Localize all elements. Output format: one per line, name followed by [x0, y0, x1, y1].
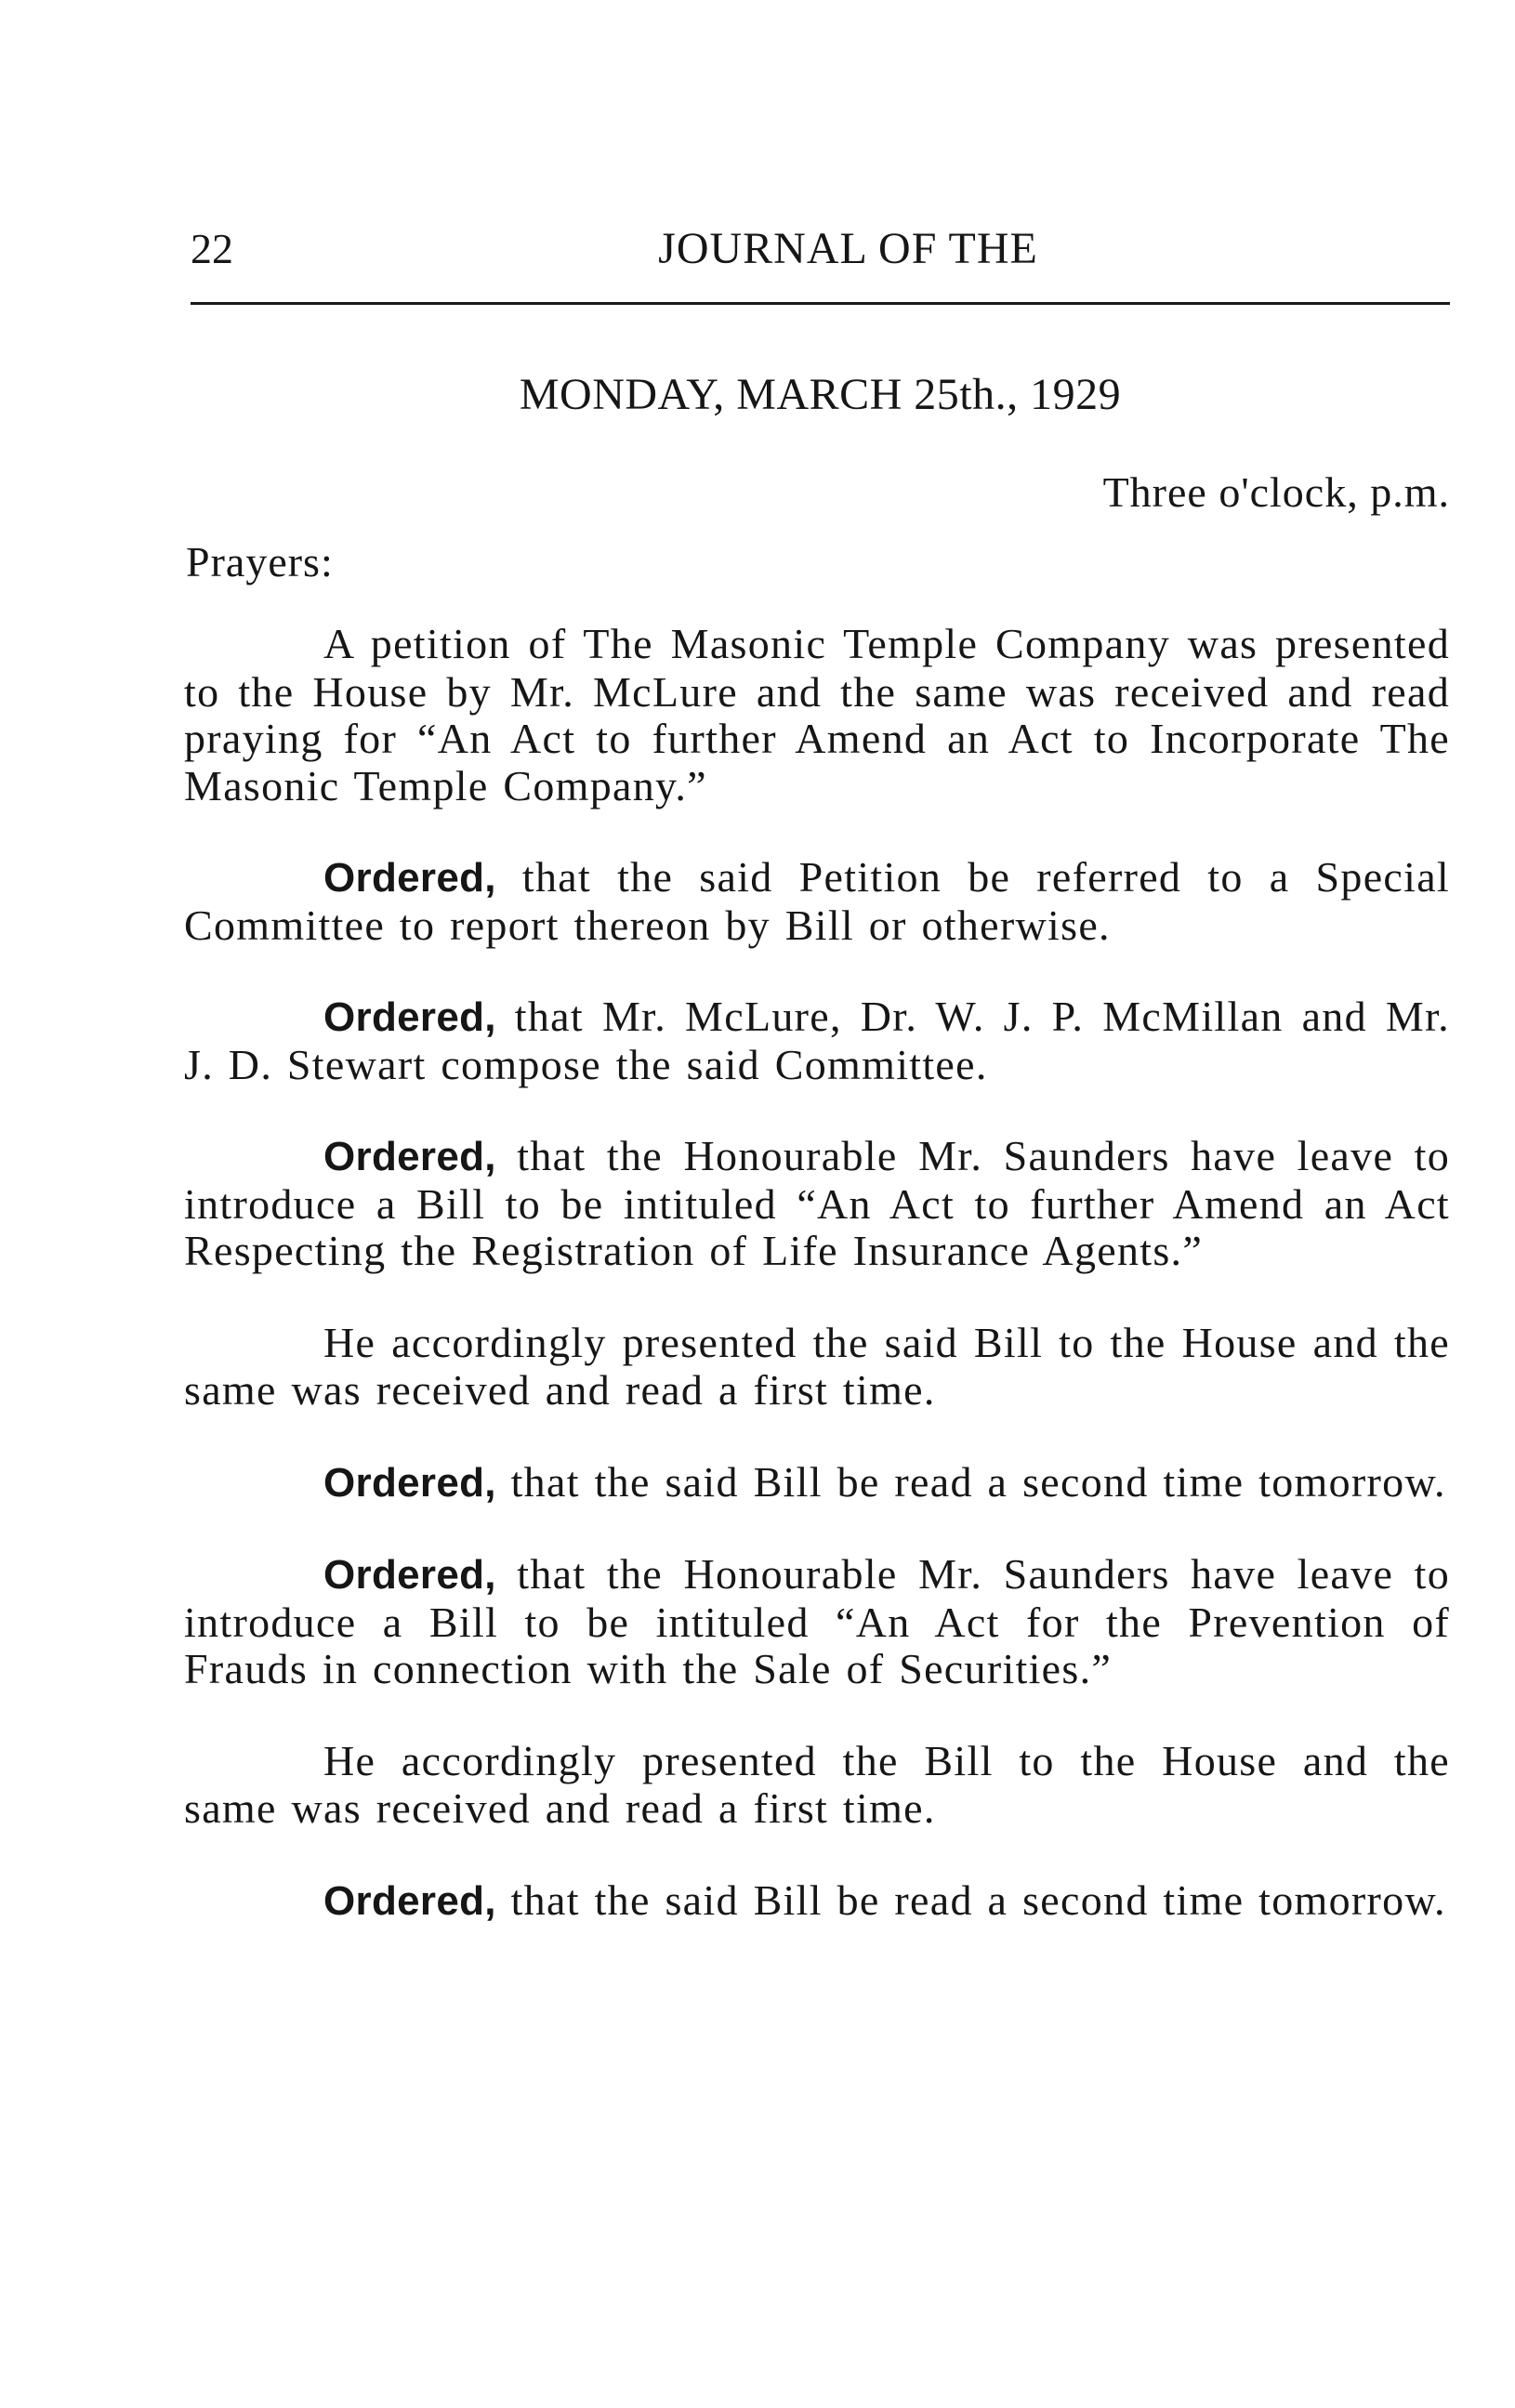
session-time: Three o'clock, p.m. — [1102, 468, 1450, 516]
page-header — [191, 221, 1450, 286]
paragraph-text: that the Honourable Mr. Saunders have leave to introduce a Bill to be intituled “An Act for the Prevention of Frauds in connection with the Sale of Securities.” — [184, 1550, 1450, 1692]
paragraph-lead: Ordered, — [323, 1459, 496, 1506]
journal-paragraph — [184, 1133, 1450, 1275]
paragraph-text: He accordingly presented the Bill to the House and the same was received and read a first time. — [184, 1736, 1450, 1832]
paragraph-text: that the Honourable Mr. Saunders have leave to introduce a Bill to be intituled “An Act to further Amend an Act Respecting the Registration of Life Insurance Agents.” — [184, 1132, 1450, 1274]
paragraph-lead: Ordered, — [323, 994, 496, 1040]
page-number: 22 — [191, 225, 233, 272]
paragraph-lead: Ordered, — [323, 1134, 496, 1179]
prayers-label: Prayers: — [186, 538, 334, 586]
journal-paragraph — [184, 1320, 1450, 1415]
paragraph-text: A petition of The Masonic Temple Company was presented to the House by Mr. McLure and the same was received and read praying for “An Act to further Amend an Act to Incorporate The Masonic Temple Company.” — [184, 620, 1450, 809]
paragraph-lead: Ordered, — [323, 1552, 496, 1598]
session-date-heading: MONDAY, MARCH 25th., 1929 — [519, 370, 1122, 419]
journal-paragraph — [184, 1877, 1450, 1926]
journal-paragraph — [184, 1459, 1450, 1507]
journal-paragraph — [184, 1551, 1450, 1693]
paragraph-text: that Mr. McLure, Dr. W. J. P. McMillan and Mr. J. D. Stewart compose the said Committee. — [184, 993, 1450, 1088]
journal-paragraph — [184, 993, 1450, 1088]
paragraph-text: that the said Bill be read a second time tomorrow. — [495, 1457, 1446, 1506]
paragraph-lead: Ordered, — [323, 1877, 496, 1924]
journal-paragraph — [184, 621, 1450, 809]
running-title: JOURNAL OF THE — [658, 224, 1038, 273]
header-rule — [191, 302, 1450, 305]
paragraph-text: that the said Petition be referred to a Special Committee to report thereon by Bill or otherwise. — [184, 853, 1450, 949]
journal-paragraph — [184, 1738, 1450, 1833]
paragraph-text: that the said Bill be read a second time tomorrow. — [495, 1875, 1446, 1924]
journal-paragraph — [184, 854, 1450, 949]
journal-body — [184, 621, 1450, 1969]
paragraph-lead: Ordered, — [323, 855, 496, 901]
paragraph-text: He accordingly presented the said Bill to the House and the same was received and read a first time. — [184, 1318, 1450, 1414]
